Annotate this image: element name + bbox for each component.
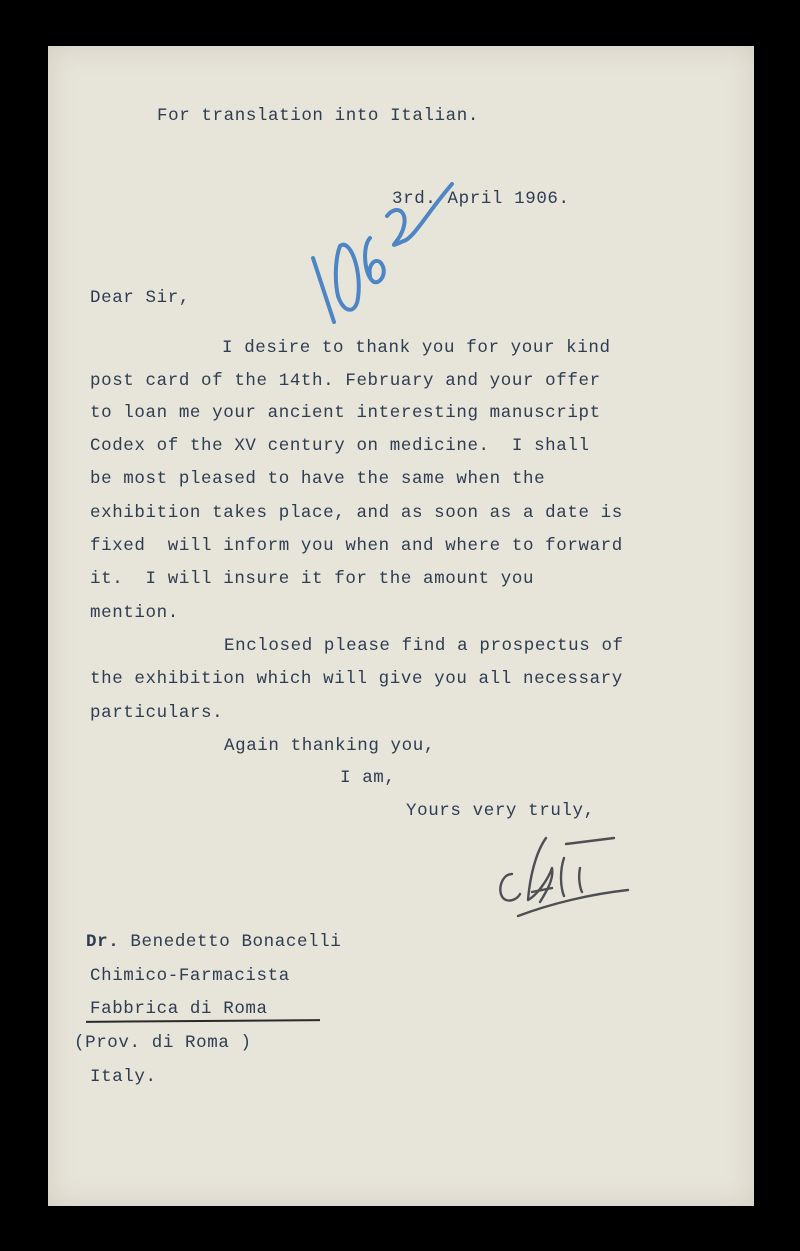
body-line-8: it. I will insure it for the amount you	[90, 569, 535, 589]
closing-line-2: I am,	[340, 768, 396, 788]
body-line-11: the exhibition which will give you all necessary	[90, 669, 623, 689]
closing-line-1: Again thanking you,	[224, 736, 435, 756]
header-note: For translation into Italian.	[157, 106, 479, 126]
signature-initials	[490, 830, 640, 930]
body-line-9: mention.	[90, 603, 179, 623]
recipient-province: (Prov. di Roma )	[74, 1033, 252, 1053]
body-line-12: particulars.	[90, 703, 224, 723]
body-line-1: I desire to thank you for your kind	[222, 338, 611, 358]
letter-date: 3rd. April 1906.	[392, 189, 570, 209]
body-line-5: be most pleased to have the same when the	[90, 469, 546, 489]
body-line-10: Enclosed please find a prospectus of	[224, 636, 624, 656]
handwritten-number-1062	[300, 172, 470, 342]
recipient-title: Dr.	[86, 932, 120, 952]
recipient-place: Fabbrica di Roma	[90, 999, 268, 1019]
body-line-6: exhibition takes place, and as soon as a date is	[90, 503, 623, 523]
recipient-name-line	[86, 934, 341, 952]
salutation: Dear Sir,	[90, 288, 190, 308]
body-line-2: post card of the 14th. February and your offer	[90, 371, 601, 391]
body-line-4: Codex of the XV century on medicine. I shall	[90, 436, 590, 456]
body-line-3: to loan me your ancient interesting manuscript	[90, 403, 601, 423]
recipient-profession: Chimico-Farmacista	[90, 966, 290, 986]
closing-line-3: Yours very truly,	[406, 801, 595, 821]
recipient-country: Italy.	[90, 1067, 157, 1087]
body-line-7: fixed will inform you when and where to forward	[90, 536, 623, 556]
recipient-name: Benedetto Bonacelli	[130, 932, 342, 952]
